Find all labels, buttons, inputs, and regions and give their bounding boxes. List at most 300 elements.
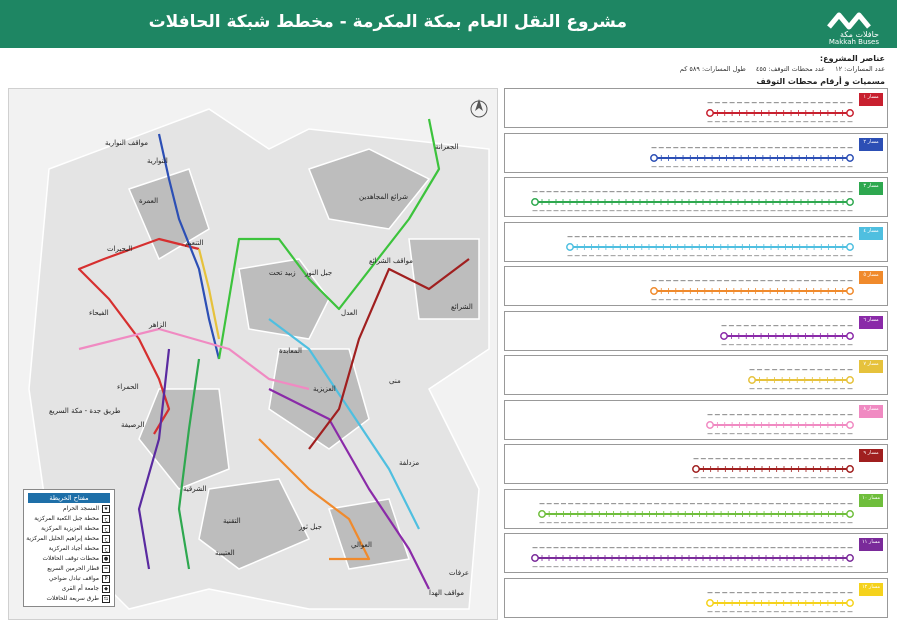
stop-code-placeholder	[790, 255, 795, 256]
stop-code-placeholder	[680, 566, 685, 567]
route-diagram-1[interactable]	[504, 88, 888, 128]
route-start-terminal	[707, 110, 713, 116]
legend-symbol-icon: ●	[103, 556, 109, 562]
map-place-label: الزاهر	[149, 321, 167, 329]
route-end-terminal	[847, 510, 853, 516]
stop-code-placeholder	[694, 477, 699, 478]
stop-name-placeholder	[603, 236, 608, 237]
stop-code-placeholder	[840, 299, 845, 300]
stop-name-placeholder	[848, 147, 853, 148]
map-place-label: منى	[389, 377, 401, 385]
stop-name-placeholder	[757, 191, 762, 192]
stop-code-placeholder	[805, 522, 810, 523]
stop-name-placeholder	[834, 191, 839, 192]
stop-code-placeholder	[787, 388, 792, 389]
stop-name-placeholder	[765, 369, 770, 370]
stop-name-placeholder	[795, 369, 800, 370]
stop-name-placeholder	[652, 547, 657, 548]
stop-code-placeholder	[708, 210, 713, 211]
stop-name-placeholder	[833, 458, 838, 459]
stop-code-placeholder	[760, 299, 765, 300]
stop-code-placeholder	[723, 477, 728, 478]
stop-code-placeholder	[771, 566, 776, 567]
stop-name-placeholder	[575, 236, 580, 237]
stop-code-placeholder	[752, 477, 757, 478]
network-map[interactable]	[8, 88, 498, 620]
route-diagram-7[interactable]	[504, 355, 888, 395]
stop-name-placeholder	[687, 547, 692, 548]
stop-name-placeholder	[717, 147, 722, 148]
map-place-label: العدل	[341, 309, 358, 317]
stop-name-placeholder	[785, 191, 790, 192]
stop-code-placeholder	[817, 388, 822, 389]
stop-name-placeholder	[540, 547, 545, 548]
stop-code-placeholder	[652, 210, 657, 211]
legend-item	[28, 515, 110, 523]
stop-name-placeholder	[715, 414, 720, 415]
route-start-terminal	[651, 154, 657, 160]
stop-code-placeholder	[582, 255, 587, 256]
stop-code-placeholder	[780, 388, 785, 389]
stop-name-placeholder	[739, 280, 744, 281]
stop-code-placeholder	[753, 166, 758, 167]
route-strip-canvas	[505, 134, 889, 174]
route-diagrams	[504, 88, 888, 622]
map-place-label: شرائع المجاهدين	[359, 193, 408, 201]
stop-name-placeholder	[848, 547, 853, 548]
map-legend	[23, 489, 115, 607]
stop-code-placeholder	[661, 522, 666, 523]
stop-code-placeholder	[804, 166, 809, 167]
map-place-label: المعابدة	[279, 347, 302, 355]
stop-name-placeholder	[568, 191, 573, 192]
stop-code-placeholder	[840, 522, 845, 523]
stop-code-placeholder	[568, 522, 573, 523]
stop-code-placeholder	[766, 433, 771, 434]
map-place-label: العتيبية	[215, 549, 235, 557]
stop-name-placeholder	[695, 280, 700, 281]
legend-item	[28, 535, 110, 543]
route-diagram-3[interactable]	[504, 177, 888, 217]
stop-name-placeholder	[778, 547, 783, 548]
stop-name-placeholder	[701, 191, 706, 192]
page-title: مشروع النقل العام بمكة المكرمة - مخطط شبكة الحافلات	[148, 12, 627, 32]
stop-code-placeholder	[617, 566, 622, 567]
stop-name-placeholder	[804, 147, 809, 148]
stop-code-placeholder	[788, 344, 793, 345]
route-end-terminal	[847, 199, 853, 205]
stop-name-placeholder	[789, 280, 794, 281]
stop-name-placeholder	[632, 236, 637, 237]
route-badge: مسار ٤	[859, 227, 883, 240]
legend-label: محطات توقف الحافلات	[42, 556, 99, 562]
stop-name-placeholder	[688, 147, 693, 148]
stop-code-placeholder	[715, 611, 720, 612]
stop-code-placeholder	[733, 255, 738, 256]
stop-code-placeholder	[812, 522, 817, 523]
stop-code-placeholder	[840, 433, 845, 434]
route-diagram-10[interactable]	[504, 489, 888, 529]
stop-name-placeholder	[778, 191, 783, 192]
stop-code-placeholder	[753, 299, 758, 300]
stop-code-placeholder	[729, 566, 734, 567]
stop-code-placeholder	[639, 255, 644, 256]
stop-code-placeholder	[645, 210, 650, 211]
stop-code-placeholder	[768, 166, 773, 167]
stop-name-placeholder	[726, 503, 731, 504]
map-place-label: جبل ثور	[299, 523, 322, 531]
stop-code-placeholder	[596, 255, 601, 256]
route-diagram-2[interactable]	[504, 133, 888, 173]
stop-name-placeholder	[841, 547, 846, 548]
stop-name-placeholder	[759, 102, 764, 103]
stop-code-placeholder	[725, 255, 730, 256]
stop-code-placeholder	[813, 566, 818, 567]
stop-name-placeholder	[730, 102, 735, 103]
stop-code-placeholder	[666, 299, 671, 300]
stop-name-placeholder	[625, 503, 630, 504]
stop-code-placeholder	[540, 522, 545, 523]
stop-code-placeholder	[625, 255, 630, 256]
stop-code-placeholder	[769, 255, 774, 256]
stop-code-placeholder	[825, 433, 830, 434]
stop-name-placeholder	[751, 325, 756, 326]
route-badge: مسار ١٠	[859, 494, 883, 507]
route-diagram-9[interactable]	[504, 444, 888, 484]
stop-code-placeholder	[789, 299, 794, 300]
stop-code-placeholder	[833, 255, 838, 256]
stop-code-placeholder	[778, 566, 783, 567]
stop-code-placeholder	[757, 388, 762, 389]
route-strip-canvas	[505, 490, 889, 530]
stop-name-placeholder	[750, 191, 755, 192]
stop-code-placeholder	[547, 566, 552, 567]
stop-code-placeholder	[772, 388, 777, 389]
stop-name-placeholder	[654, 503, 659, 504]
stop-name-placeholder	[803, 325, 808, 326]
route-diagram-6[interactable]	[504, 311, 888, 351]
stop-name-placeholder	[773, 325, 778, 326]
stop-name-placeholder	[789, 592, 794, 593]
stop-name-placeholder	[746, 280, 751, 281]
stop-code-placeholder	[540, 210, 545, 211]
stop-code-placeholder	[722, 210, 727, 211]
stop-code-placeholder	[554, 522, 559, 523]
route-start-terminal	[532, 555, 538, 561]
stop-name-placeholder	[747, 236, 752, 237]
stop-code-placeholder	[848, 299, 853, 300]
stop-code-placeholder	[789, 166, 794, 167]
stop-code-placeholder	[737, 121, 742, 122]
stop-code-placeholder	[596, 210, 601, 211]
stop-code-placeholder	[782, 299, 787, 300]
stop-name-placeholder	[610, 547, 615, 548]
stop-code-placeholder	[740, 255, 745, 256]
stop-name-placeholder	[680, 191, 685, 192]
stop-code-placeholder	[701, 477, 706, 478]
stop-code-placeholder	[819, 255, 824, 256]
legend-label: طرق سريعة للحافلات	[46, 596, 99, 602]
stop-name-placeholder	[737, 414, 742, 415]
route-badge: مسار ٩	[859, 449, 883, 462]
stop-name-placeholder	[652, 147, 657, 148]
stop-code-placeholder	[633, 522, 638, 523]
route-end-terminal	[847, 110, 853, 116]
stop-name-placeholder	[697, 503, 702, 504]
stop-code-placeholder	[776, 255, 781, 256]
legend-symbol-icon: ★	[103, 506, 109, 512]
stop-name-placeholder	[673, 280, 678, 281]
logo-text-english: Makkah Buses	[828, 38, 879, 46]
stop-code-placeholder	[582, 522, 587, 523]
stop-name-placeholder	[796, 592, 801, 593]
stop-name-placeholder	[711, 503, 716, 504]
stop-name-placeholder	[666, 280, 671, 281]
stop-name-placeholder	[764, 547, 769, 548]
stop-name-placeholder	[697, 236, 702, 237]
stop-code-placeholder	[766, 121, 771, 122]
stop-name-placeholder	[811, 592, 816, 593]
stop-code-placeholder	[783, 522, 788, 523]
stop-code-placeholder	[827, 566, 832, 567]
stop-code-placeholder	[683, 522, 688, 523]
stop-code-placeholder	[811, 299, 816, 300]
stop-name-placeholder	[759, 325, 764, 326]
stop-name-placeholder	[668, 503, 673, 504]
stop-name-placeholder	[624, 547, 629, 548]
stop-code-placeholder	[654, 255, 659, 256]
stop-name-placeholder	[554, 503, 559, 504]
stop-name-placeholder	[722, 102, 727, 103]
stop-code-placeholder	[729, 210, 734, 211]
stop-code-placeholder	[797, 166, 802, 167]
stop-code-placeholder	[733, 522, 738, 523]
stop-code-placeholder	[797, 299, 802, 300]
stop-code-placeholder	[554, 566, 559, 567]
map-place-label: الجعرانة	[435, 143, 459, 151]
route-diagram-4[interactable]	[504, 222, 888, 262]
stop-code-placeholder	[722, 611, 727, 612]
stop-name-placeholder	[596, 191, 601, 192]
stop-code-placeholder	[764, 210, 769, 211]
stop-name-placeholder	[848, 236, 853, 237]
stop-code-placeholder	[739, 299, 744, 300]
stop-name-placeholder	[799, 191, 804, 192]
stop-name-placeholder	[695, 147, 700, 148]
stop-name-placeholder	[818, 102, 823, 103]
stop-name-placeholder	[666, 547, 671, 548]
info-stats	[505, 65, 885, 73]
stop-name-placeholder	[841, 191, 846, 192]
stop-code-placeholder	[659, 210, 664, 211]
stop-name-placeholder	[796, 458, 801, 459]
stop-name-placeholder	[818, 147, 823, 148]
route-badge: مسار ٧	[859, 360, 883, 373]
stop-code-placeholder	[690, 522, 695, 523]
stop-code-placeholder	[695, 299, 700, 300]
stop-name-placeholder	[631, 191, 636, 192]
legend-item	[28, 585, 110, 593]
route-start-terminal	[651, 288, 657, 294]
stop-name-placeholder	[810, 325, 815, 326]
stop-name-placeholder	[833, 147, 838, 148]
stop-name-placeholder	[604, 503, 609, 504]
stop-name-placeholder	[762, 503, 767, 504]
stops-count: عدد محطات التوقف: ٤٥٥	[755, 65, 826, 73]
map-place-label: مزدلفة	[399, 459, 420, 467]
stop-name-placeholder	[783, 236, 788, 237]
legend-symbol-icon: ح	[102, 535, 110, 543]
stop-name-placeholder	[750, 369, 755, 370]
stop-code-placeholder	[827, 210, 832, 211]
stop-code-placeholder	[631, 566, 636, 567]
stop-name-placeholder	[729, 191, 734, 192]
stop-code-placeholder	[652, 166, 657, 167]
route-end-terminal	[847, 288, 853, 294]
stop-name-placeholder	[694, 547, 699, 548]
stop-name-placeholder	[781, 325, 786, 326]
route-badge: مسار ١١	[859, 538, 883, 551]
stop-name-placeholder	[547, 503, 552, 504]
stop-code-placeholder	[785, 566, 790, 567]
stop-code-placeholder	[603, 255, 608, 256]
stop-name-placeholder	[792, 191, 797, 192]
route-badge: مسار ٨	[859, 405, 883, 418]
stop-code-placeholder	[818, 433, 823, 434]
stop-name-placeholder	[668, 236, 673, 237]
stop-code-placeholder	[708, 121, 713, 122]
stop-name-placeholder	[596, 547, 601, 548]
stop-name-placeholder	[654, 236, 659, 237]
stop-code-placeholder	[736, 344, 741, 345]
stop-code-placeholder	[796, 433, 801, 434]
stop-name-placeholder	[797, 503, 802, 504]
stop-code-placeholder	[575, 210, 580, 211]
stop-code-placeholder	[589, 255, 594, 256]
stop-code-placeholder	[789, 611, 794, 612]
stop-name-placeholder	[722, 592, 727, 593]
stop-name-placeholder	[568, 503, 573, 504]
stop-name-placeholder	[819, 503, 824, 504]
stop-code-placeholder	[687, 566, 692, 567]
map-place-label: النوارية	[147, 157, 168, 165]
stop-name-placeholder	[725, 236, 730, 237]
stop-code-placeholder	[730, 477, 735, 478]
stop-code-placeholder	[611, 522, 616, 523]
stop-name-placeholder	[766, 102, 771, 103]
route-badge: مسار ٥	[859, 271, 883, 284]
stop-name-placeholder	[812, 503, 817, 504]
stop-name-placeholder	[804, 236, 809, 237]
stop-code-placeholder	[840, 166, 845, 167]
stop-code-placeholder	[704, 255, 709, 256]
stop-name-placeholder	[752, 592, 757, 593]
stop-code-placeholder	[659, 299, 664, 300]
stop-name-placeholder	[582, 503, 587, 504]
stop-code-placeholder	[697, 255, 702, 256]
legend-title: مفتاح الخريطة	[28, 493, 110, 503]
stop-name-placeholder	[818, 414, 823, 415]
stop-name-placeholder	[715, 191, 720, 192]
stop-code-placeholder	[737, 433, 742, 434]
stop-code-placeholder	[774, 121, 779, 122]
stop-name-placeholder	[719, 503, 724, 504]
route-diagram-12[interactable]	[504, 578, 888, 618]
stop-code-placeholder	[768, 299, 773, 300]
stop-code-placeholder	[631, 210, 636, 211]
stop-code-placeholder	[806, 566, 811, 567]
route-end-terminal	[847, 332, 853, 338]
stop-name-placeholder	[774, 414, 779, 415]
stop-code-placeholder	[774, 477, 779, 478]
stop-code-placeholder	[730, 121, 735, 122]
stop-code-placeholder	[554, 210, 559, 211]
stop-name-placeholder	[811, 414, 816, 415]
stop-name-placeholder	[724, 147, 729, 148]
stop-name-placeholder	[771, 547, 776, 548]
stop-name-placeholder	[818, 280, 823, 281]
stop-code-placeholder	[848, 210, 853, 211]
legend-symbol-icon: ═	[102, 565, 110, 573]
stop-code-placeholder	[818, 299, 823, 300]
stop-name-placeholder	[617, 547, 622, 548]
route-diagram-11[interactable]	[504, 533, 888, 573]
stop-code-placeholder	[715, 433, 720, 434]
stop-name-placeholder	[826, 503, 831, 504]
stop-name-placeholder	[796, 414, 801, 415]
stop-code-placeholder	[799, 210, 804, 211]
stop-name-placeholder	[731, 280, 736, 281]
stop-code-placeholder	[561, 522, 566, 523]
stop-name-placeholder	[825, 102, 830, 103]
stop-name-placeholder	[752, 458, 757, 459]
stop-code-placeholder	[781, 433, 786, 434]
stop-name-placeholder	[827, 191, 832, 192]
stop-name-placeholder	[731, 147, 736, 148]
route-badge: مسار ١	[859, 93, 883, 106]
project-info	[505, 54, 885, 86]
stop-name-placeholder	[840, 369, 845, 370]
stop-code-placeholder	[661, 255, 666, 256]
stop-code-placeholder	[848, 344, 853, 345]
stop-code-placeholder	[811, 433, 816, 434]
stop-name-placeholder	[775, 147, 780, 148]
stop-name-placeholder	[733, 503, 738, 504]
stop-name-placeholder	[652, 280, 657, 281]
stop-name-placeholder	[833, 503, 838, 504]
route-diagram-5[interactable]	[504, 266, 888, 306]
stop-name-placeholder	[832, 369, 837, 370]
stop-code-placeholder	[719, 522, 724, 523]
route-diagram-8[interactable]	[504, 400, 888, 440]
stop-code-placeholder	[540, 566, 545, 567]
stop-name-placeholder	[645, 191, 650, 192]
stop-code-placeholder	[533, 210, 538, 211]
stop-name-placeholder	[659, 147, 664, 148]
stop-name-placeholder	[840, 280, 845, 281]
stop-name-placeholder	[775, 280, 780, 281]
stop-code-placeholder	[710, 166, 715, 167]
stop-code-placeholder	[730, 433, 735, 434]
stop-code-placeholder	[833, 121, 838, 122]
route-strip-canvas	[505, 445, 889, 485]
stop-code-placeholder	[820, 566, 825, 567]
stop-code-placeholder	[806, 210, 811, 211]
stop-name-placeholder	[680, 547, 685, 548]
stop-name-placeholder	[737, 102, 742, 103]
stop-name-placeholder	[610, 191, 615, 192]
stop-name-placeholder	[673, 191, 678, 192]
